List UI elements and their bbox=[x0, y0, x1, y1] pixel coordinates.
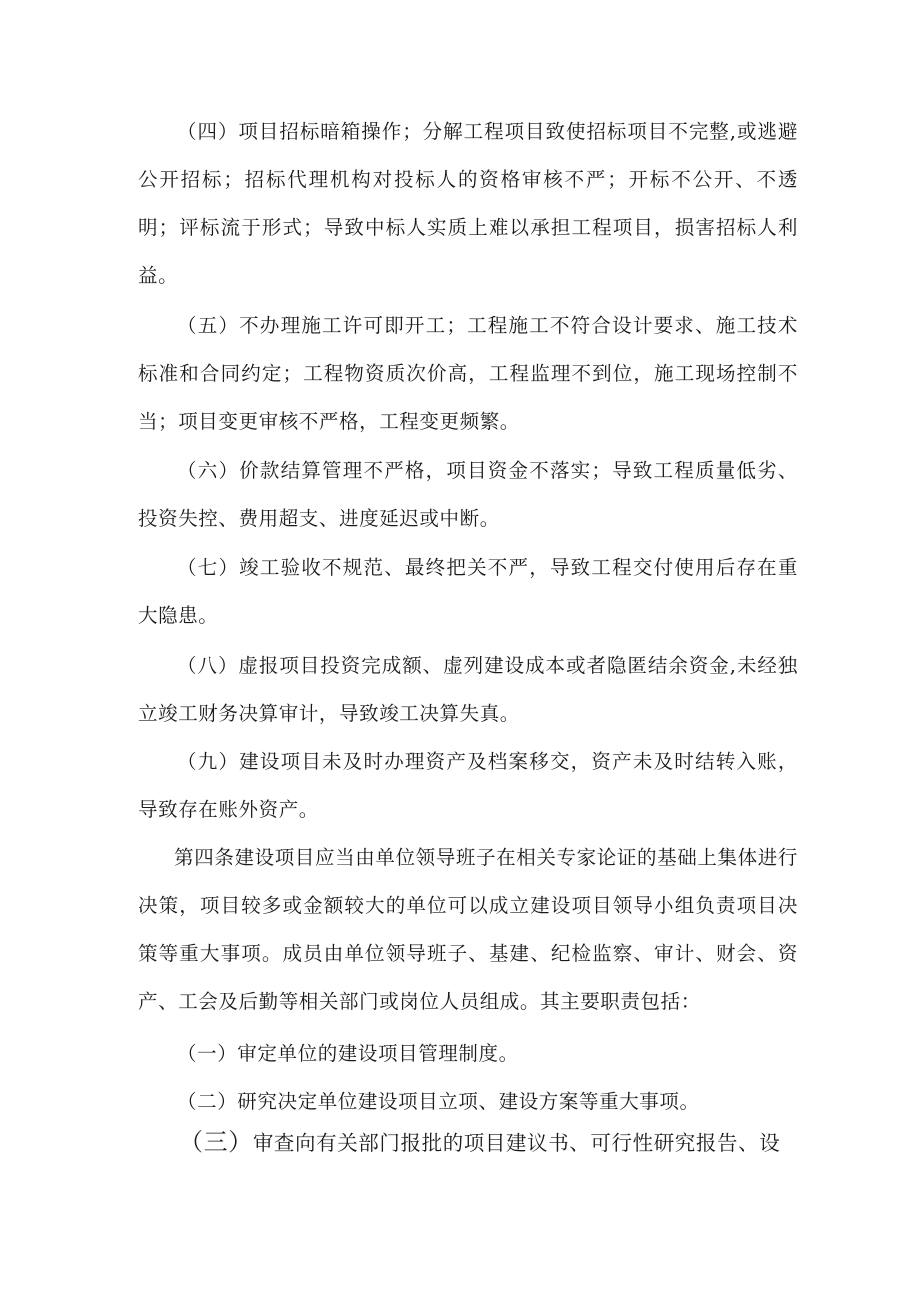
paragraph-item-5: （五）不办理施工许可即开工；工程施工不符合设计要求、施工技术标准和合同约定；工程物资质次价高，工程监理不到位，施工现场控制不当；项目变更审核不严格，工程变更频繁。 bbox=[138, 314, 798, 433]
duty-item-3-text: 审查向有关部门报批的项目建议书、可行性研究报告、设 bbox=[252, 1131, 781, 1155]
duty-item-3 bbox=[138, 1118, 798, 1167]
paragraph-item-7: （七）竣工验收不规范、最终把关不严，导致工程交付使用后存在重大隐患。 bbox=[138, 556, 798, 627]
paragraph-item-4: （四）项目招标暗箱操作；分解工程项目致使招标项目不完整,或逃避公开招标；招标代理机构对投标人的资格审核不严；开标不公开、不透明；评标流于形式；导致中标人实质上难以承担工程项目，损害招标人利益。 bbox=[138, 120, 798, 287]
duty-item-3-label: （三） bbox=[179, 1128, 253, 1156]
paragraph-item-6: （六）价款结算管理不严格，项目资金不落实；导致工程质量低劣、投资失控、费用超支、进度延迟或中断。 bbox=[138, 459, 798, 530]
article-4-paragraph: 第四条建设项目应当由单位领导班子在相关专家论证的基础上集体进行决策，项目较多或金额较大的单位可以成立建设项目领导小组负责项目决策等重大事项。成员由单位领导班子、基建、纪检监察、审计、财会、资产、工会及后勤等相关部门或岗位人员组成。其主要职责包括： bbox=[138, 846, 798, 1013]
duty-item-1: （一）审定单位的建设项目管理制度。 bbox=[177, 1042, 519, 1065]
paragraph-item-9: （九）建设项目未及时办理资产及档案移交，资产未及时结转入账，导致存在账外资产。 bbox=[138, 750, 798, 821]
paragraph-item-8: （八）虚报项目投资完成额、虚列建设成本或者隐匿结余资金,未经独立竣工财务决算审计，导致竣工决算失真。 bbox=[138, 654, 798, 725]
duty-item-2: （二）研究决定单位建设项目立项、建设方案等重大事项。 bbox=[177, 1090, 700, 1113]
